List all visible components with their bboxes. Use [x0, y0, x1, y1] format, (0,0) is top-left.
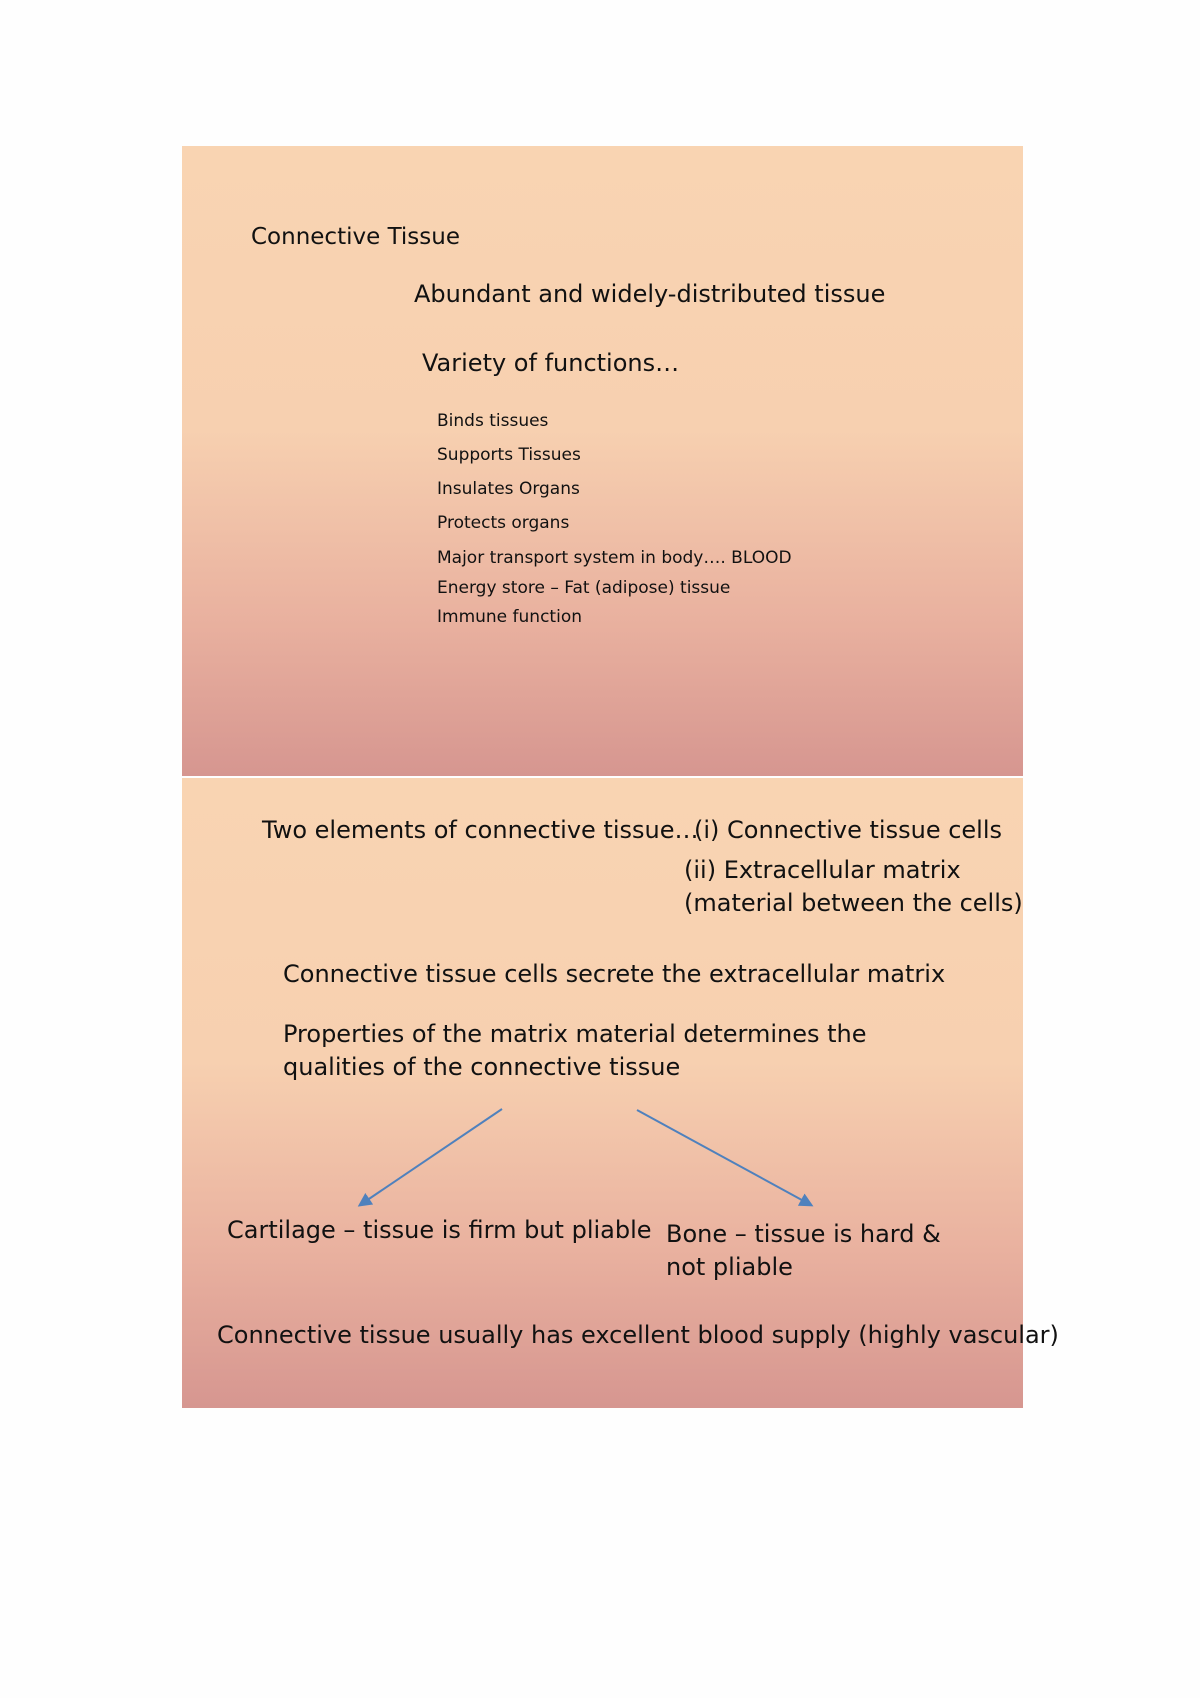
branch-arrows: [182, 778, 1023, 1408]
element-matrix-line2: (material between the cells): [684, 889, 1023, 917]
function-item: Immune function: [437, 607, 582, 627]
slide-subtitle: Abundant and widely-distributed tissue: [414, 280, 886, 308]
properties-line1: Properties of the matrix material determines the: [283, 1020, 867, 1048]
function-item: Protects organs: [437, 513, 570, 533]
function-item: Energy store – Fat (adipose) tissue: [437, 578, 731, 598]
arrow-to-bone: [637, 1110, 811, 1205]
bone-line1: Bone – tissue is hard &: [666, 1220, 941, 1248]
functions-heading: Variety of functions…: [422, 349, 680, 377]
function-item: Supports Tissues: [437, 445, 581, 465]
properties-line2: qualities of the connective tissue: [283, 1053, 681, 1081]
bone-description: [666, 1218, 941, 1284]
function-item: Binds tissues: [437, 411, 549, 431]
function-item: Major transport system in body…. BLOOD: [437, 548, 792, 568]
arrow-to-cartilage: [360, 1109, 502, 1205]
cartilage-description: Cartilage – tissue is firm but pliable: [227, 1216, 652, 1244]
element-cells: (i) Connective tissue cells: [694, 816, 1003, 844]
bone-line2: not pliable: [666, 1253, 793, 1281]
slide-connective-tissue-overview: [182, 146, 1023, 776]
element-matrix-line1: (ii) Extracellular matrix: [684, 856, 961, 884]
secretion-statement: Connective tissue cells secrete the extracellular matrix: [283, 960, 946, 988]
slide-connective-tissue-elements: [182, 778, 1059, 1408]
blood-supply-statement: Connective tissue usually has excellent blood supply (highly vascular): [217, 1321, 1059, 1349]
function-item: Insulates Organs: [437, 479, 580, 499]
elements-intro: Two elements of connective tissue…: [262, 816, 699, 844]
slide-title: Connective Tissue: [251, 224, 460, 250]
